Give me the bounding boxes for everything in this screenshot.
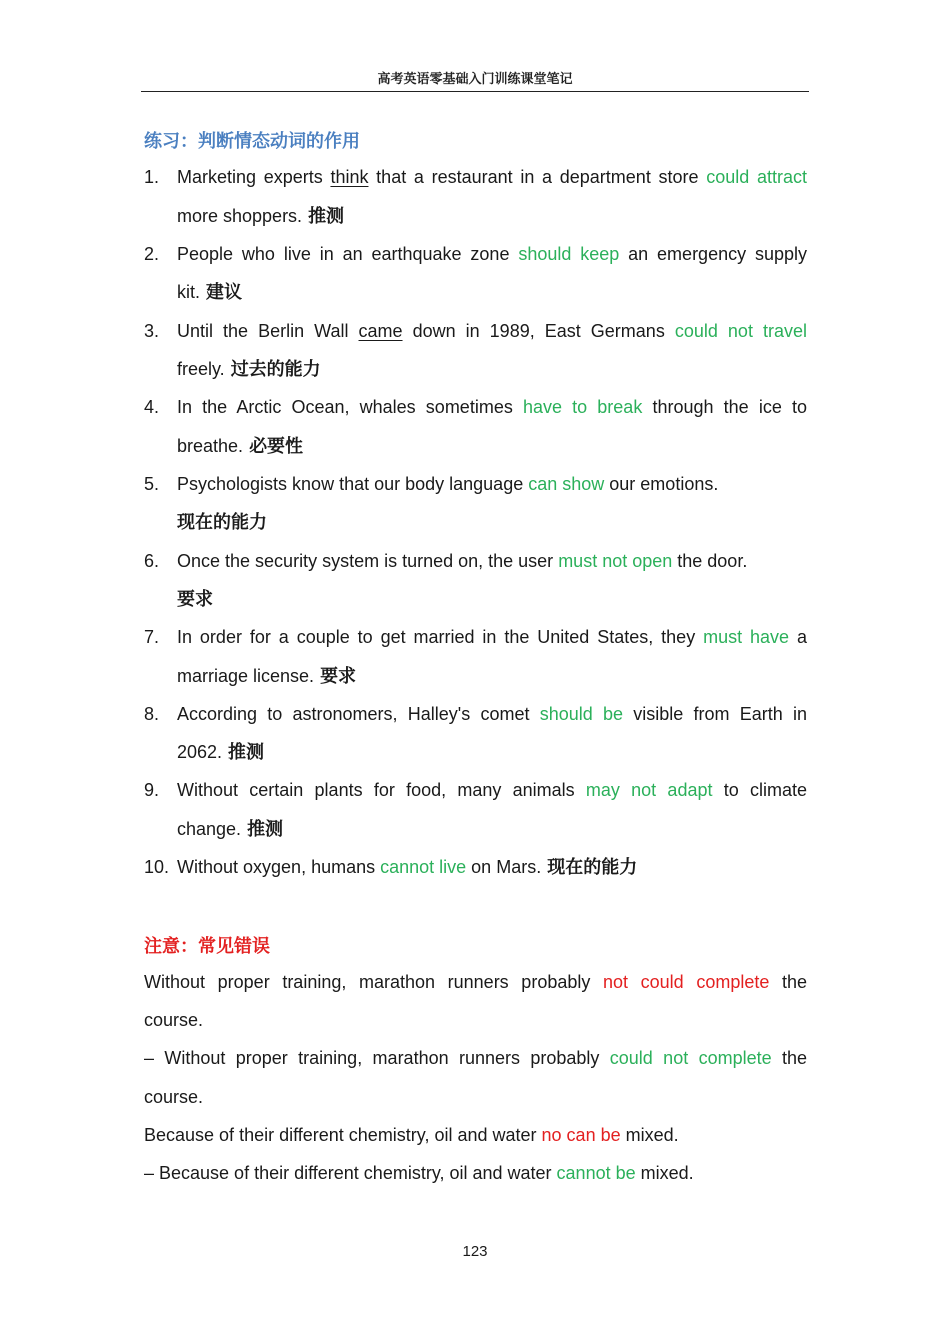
item-4-line-2: breathe. 必要性 <box>177 436 304 456</box>
header-rule <box>141 91 809 92</box>
item-number: 8. <box>144 704 160 724</box>
item-6-line-1: Once the security system is turned on, the user must not open the door. <box>177 551 748 571</box>
item-number: 1. <box>144 167 160 187</box>
error-1-line-1: Without proper training, marathon runners probably not could complete the <box>144 972 808 992</box>
correction-2-line: – Because of their different chemistry, oil and water cannot be mixed. <box>144 1163 694 1183</box>
item-3-line-2: freely. 过去的能力 <box>177 359 321 379</box>
item-7-line-1: In order for a couple to get married in the United States, they must have a <box>177 627 807 647</box>
correction-1-line-1: – Without proper training, marathon runners probably could not complete the <box>144 1048 807 1068</box>
item-3-line-1: Until the Berlin Wall came down in 1989, East Germans could not travel <box>177 321 807 341</box>
modal-verb: may not adapt <box>585 780 713 800</box>
modal-verb: must not open <box>558 551 673 571</box>
item-10-line-1: Without oxygen, humans cannot live on Mars. 现在的能力 <box>177 857 638 877</box>
error-1-line-2: course. <box>144 1010 204 1030</box>
item-number: 6. <box>144 551 160 571</box>
modal-verb: must have <box>703 627 790 647</box>
correct-modal: cannot be <box>556 1163 636 1183</box>
item-number: 7. <box>144 627 160 647</box>
item-number: 3. <box>144 321 160 341</box>
correct-modal: could not complete <box>609 1048 772 1068</box>
item-number: 9. <box>144 780 160 800</box>
modal-verb: should keep <box>518 244 620 264</box>
error-2-line: Because of their different chemistry, oil and water no can be mixed. <box>144 1125 679 1145</box>
item-1-line-2: more shoppers. 推测 <box>177 206 345 226</box>
modal-verb: could attract <box>706 167 807 187</box>
item-number: 4. <box>144 397 160 417</box>
correction-1-line-2: course. <box>144 1087 204 1107</box>
item-1-line-1: Marketing experts think that a restaurant in a department store could attract <box>177 167 807 187</box>
wrong-modal: not could complete <box>603 972 770 992</box>
item-4-line-1: In the Arctic Ocean, whales sometimes have to break through the ice to <box>177 397 807 417</box>
modal-verb: could not travel <box>674 321 807 341</box>
running-header: 高考英语零基础入门训练课堂笔记 <box>377 71 573 86</box>
exercise-title: 练习：判断情态动词的作用 <box>144 131 360 151</box>
item-9-line-1: Without certain plants for food, many animals may not adapt to climate <box>177 780 808 800</box>
modal-verb: have to break <box>522 397 643 417</box>
function-label: 必要性 <box>249 436 304 456</box>
item-8-line-2: 2062. 推测 <box>177 742 265 762</box>
modal-verb: should be <box>539 704 624 724</box>
item-5-line-1: Psychologists know that our body language can show our emotions. <box>177 474 719 494</box>
item-2-line-1: People who live in an earthquake zone should keep an emergency supply <box>177 244 807 264</box>
function-label: 要求 <box>177 589 213 609</box>
modal-verb: can show <box>528 474 605 494</box>
item-number: 5. <box>144 474 160 494</box>
page-number: 123 <box>462 1243 488 1260</box>
item-8-line-1: According to astronomers, Halley's comet should be visible from Earth in <box>177 704 807 724</box>
function-label: 要求 <box>320 666 357 686</box>
item-9-line-2: change. 推测 <box>177 819 284 839</box>
function-label: 建议 <box>206 282 243 302</box>
function-label: 过去的能力 <box>230 359 321 379</box>
errors-title: 注意：常见错误 <box>144 936 270 956</box>
function-label: 推测 <box>308 206 345 226</box>
function-label: 推测 <box>228 742 265 762</box>
item-5-line-2 <box>177 511 267 533</box>
item-2-line-2: kit. 建议 <box>177 282 243 302</box>
item-7-line-2: marriage license. 要求 <box>177 666 357 686</box>
function-label: 现在的能力 <box>177 512 267 532</box>
modal-verb: cannot live <box>380 857 467 877</box>
item-number: 10. <box>144 857 170 877</box>
item-6-line-2 <box>177 588 213 610</box>
item-number: 2. <box>144 244 160 264</box>
function-label: 现在的能力 <box>547 857 638 877</box>
function-label: 推测 <box>247 819 284 839</box>
wrong-modal: no can be <box>541 1125 621 1145</box>
